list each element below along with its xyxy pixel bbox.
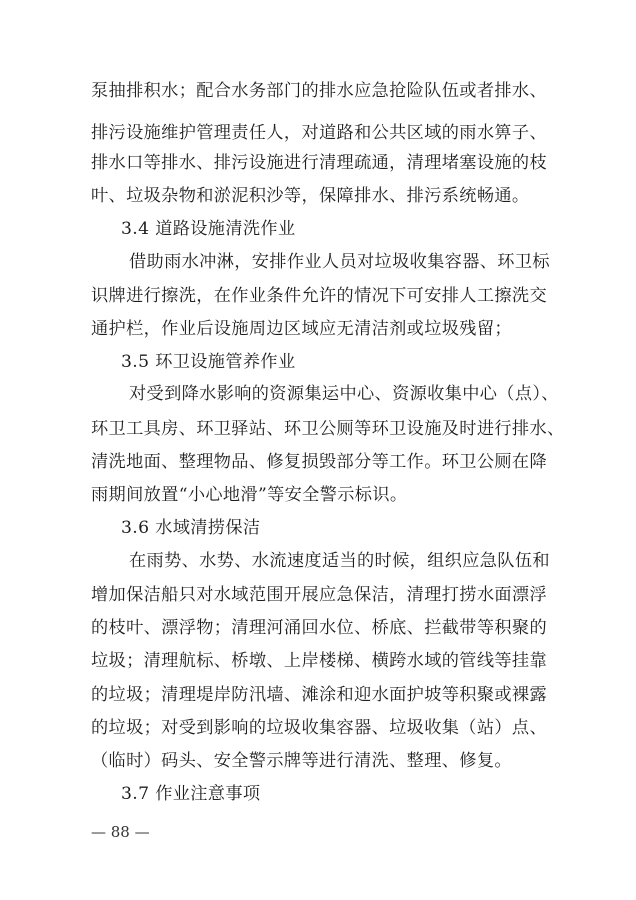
paragraph-line: 雨期间放置“小心地滑”等安全警示标识。: [91, 485, 408, 505]
paragraph-line: 的垃圾；对受到影响的垃圾收集容器、垃圾收集（站）点、: [91, 718, 547, 738]
paragraph-line: 通护栏，作业后设施周边区域应无清洁剂或垃圾残留；: [91, 319, 512, 339]
paragraph-line: 泵抽排积水；配合水务部门的排水应急抢险队伍或者排水、: [91, 81, 547, 101]
page-number: — 88 —: [91, 823, 150, 841]
paragraph-line: 的垃圾；清理堤岸防汛墙、滩涂和迎水面护坡等积聚或裸露: [91, 685, 547, 705]
section-heading-3-4: 3.4 道路设施清洗作业: [121, 219, 296, 239]
section-heading-3-5: 3.5 环卫设施管养作业: [121, 352, 296, 372]
paragraph-line: 叶、垃圾杂物和淤泥积沙等，保障排水、排污系统畅通。: [91, 186, 530, 206]
paragraph-line: 识牌进行擦洗，在作业条件允许的情况下可安排人工擦洗交: [91, 286, 547, 306]
paragraph-line: 垃圾；清理航标、桥墩、上岸楼梯、横跨水域的管线等挂靠: [91, 651, 547, 671]
section-heading-3-7: 3.7 作业注意事项: [121, 784, 261, 804]
paragraph-line: 环卫工具房、环卫驿站、环卫公厕等环卫设施及时进行排水、: [91, 419, 565, 439]
paragraph-line: 在雨势、水势、水流速度适当的时候，组织应急队伍和: [129, 551, 550, 571]
paragraph-line: 排水口等排水、排污设施进行清理疏通，清理堵塞设施的枝: [91, 153, 547, 173]
paragraph-line: 对受到降水影响的资源集运中心、资源收集中心（点）、: [129, 384, 559, 404]
paragraph-line: 借助雨水冲淋，安排作业人员对垃圾收集容器、环卫标: [129, 252, 550, 272]
paragraph-line: 排污设施维护管理责任人，对道路和公共区域的雨水箅子、: [91, 123, 547, 143]
paragraph-line: 的枝叶、漂浮物；清理河涌回水位、桥底、拦截带等积聚的: [91, 618, 547, 638]
section-heading-3-6: 3.6 水域清捞保洁: [121, 518, 261, 538]
paragraph-line: （临时）码头、安全警示牌等进行清洗、整理、修复。: [91, 751, 512, 771]
paragraph-line: 清洗地面、整理物品、修复损毁部分等工作。环卫公厕在降: [91, 452, 547, 472]
paragraph-line: 增加保洁船只对水域范围开展应急保洁，清理打捞水面漂浮: [91, 585, 547, 605]
